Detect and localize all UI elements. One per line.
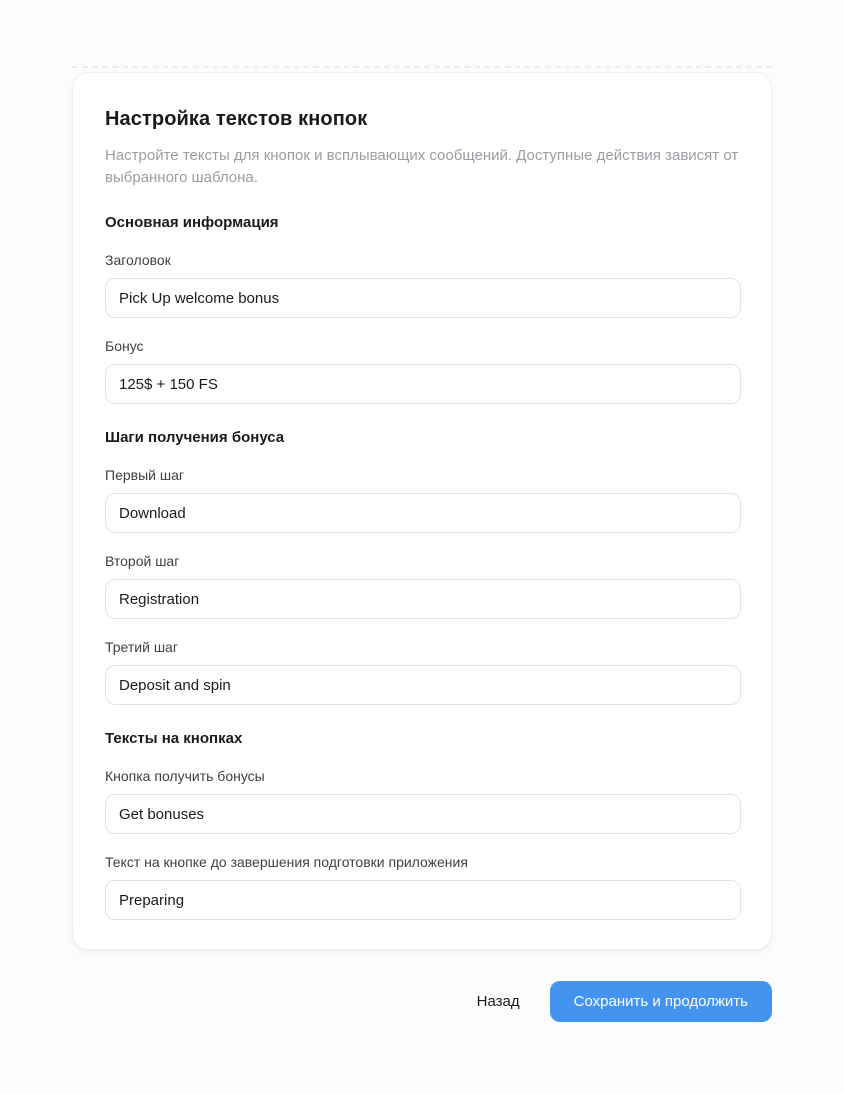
- section-heading-bonus-steps: Шаги получения бонуса: [105, 429, 285, 446]
- bonus-input[interactable]: [105, 364, 741, 404]
- field-label-bonus: Бонус: [105, 338, 144, 354]
- preparing-button-text-input[interactable]: [105, 880, 741, 920]
- button-texts-settings-card: [72, 72, 772, 950]
- field-label-first-step: Первый шаг: [105, 467, 184, 483]
- field-label-title: Заголовок: [105, 252, 171, 268]
- field-label-third-step: Третий шаг: [105, 639, 178, 655]
- field-label-preparing-button: Текст на кнопке до завершения подготовки приложения: [105, 854, 468, 870]
- page-title: Настройка текстов кнопок: [105, 108, 368, 130]
- get-bonuses-button-text-input[interactable]: [105, 794, 741, 834]
- section-heading-button-texts: Тексты на кнопках: [105, 730, 243, 747]
- page-description: Настройте тексты для кнопок и всплывающих сообщений. Доступные действия зависят от выбранного шаблона.: [105, 147, 739, 186]
- second-step-input[interactable]: [105, 579, 741, 619]
- section-heading-main-info: Основная информация: [105, 214, 279, 231]
- first-step-input[interactable]: [105, 493, 741, 533]
- footer-actions: [72, 981, 772, 1022]
- back-button[interactable]: Назад: [463, 985, 534, 1018]
- top-dashed-divider: [72, 66, 772, 68]
- field-label-get-bonuses-button: Кнопка получить бонусы: [105, 768, 265, 784]
- field-label-second-step: Второй шаг: [105, 553, 180, 569]
- title-input[interactable]: [105, 278, 741, 318]
- save-and-continue-button[interactable]: Сохранить и продолжить: [550, 981, 772, 1022]
- third-step-input[interactable]: [105, 665, 741, 705]
